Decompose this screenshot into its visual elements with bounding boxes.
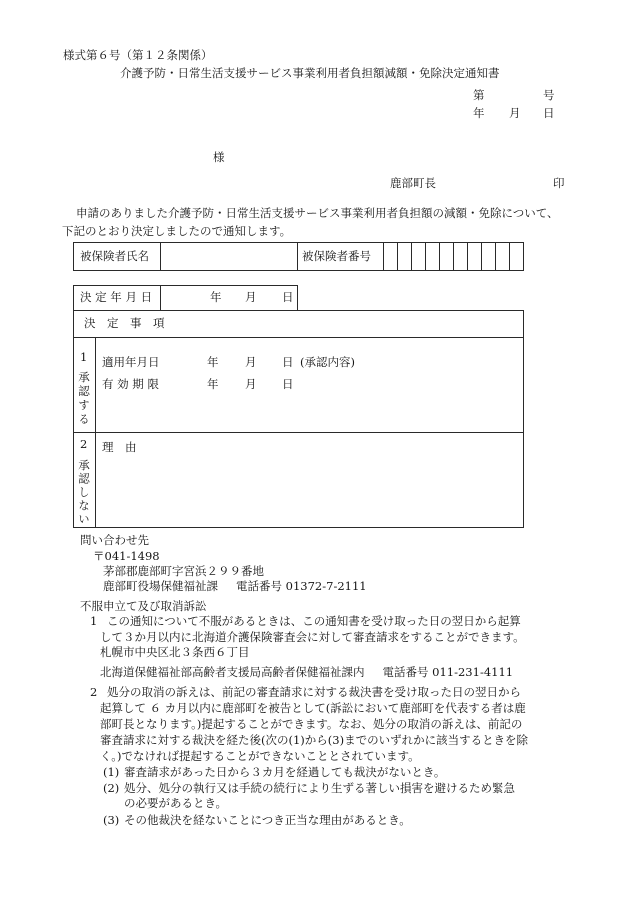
issuer-seal: 印 <box>553 176 565 190</box>
condition-line: その他裁決を経ないことにつき正当な理由があるとき。 <box>124 813 411 827</box>
contact-office-row <box>103 579 367 593</box>
condition-line: 審査請求があった日から３カ月を経過しても裁決がないとき。 <box>124 765 446 779</box>
appeal-item-line: して３か月以内に北海道介護保険審査会に対して審査請求をすることができます。 <box>100 630 525 644</box>
review-board-phone: 電話番号 011-231-4111 <box>382 665 514 679</box>
insured-number-digit-box <box>495 242 510 271</box>
contact-address: 茅部郡鹿部町字宮浜２９９番地 <box>103 564 264 578</box>
row-divider <box>73 432 524 433</box>
insured-number-digit-box <box>509 242 524 271</box>
approve-period-day: 日 <box>282 377 294 391</box>
appeal-item-line: 部町長となります。)提起することができます。なお、処分の取消の訴えは、前記の <box>100 717 523 731</box>
insured-number-digit-box <box>453 242 468 271</box>
intro-line: 申請のありました介護予防・日常生活支援サービス事業利用者負担額の減額・免除について、 <box>76 206 559 220</box>
decision-date-year: 年 <box>210 290 222 304</box>
decision-date-month: 月 <box>245 290 257 304</box>
row-divider <box>73 337 524 338</box>
condition-number: (1) <box>103 765 120 779</box>
approve-start-month: 月 <box>245 355 257 369</box>
approve-content-label: (承認内容) <box>300 355 355 369</box>
reject-number: 2 <box>80 437 88 451</box>
review-board-office-row <box>100 665 513 679</box>
appeal-item-number: 1 <box>90 614 98 628</box>
decision-items-border <box>73 310 524 528</box>
appeal-item-line: この通知について不服があるときは、この通知書を受け取った日の翌日から起算 <box>107 614 521 628</box>
condition-line: の必要があるとき。 <box>124 796 228 810</box>
approve-period-label: 有 効 期 限 <box>102 377 159 391</box>
review-board-office: 北海道保健福祉部高齢者支援局高齢者保健福祉課内 <box>100 665 365 679</box>
approve-label: 承認する <box>77 371 91 427</box>
appeal-item-number: 2 <box>90 685 98 699</box>
insured-number-digit-box <box>383 242 398 271</box>
insured-number-digit-box <box>425 242 440 271</box>
form-number: 様式第６号（第１２条関係） <box>63 48 213 62</box>
cell-divider <box>297 242 298 271</box>
reject-label: 承認しない <box>77 459 91 527</box>
approve-start-day: 日 <box>282 355 294 369</box>
issue-date-month: 月 <box>509 106 521 120</box>
doc-number-prefix: 第 <box>473 88 485 102</box>
decision-items-label: 決 定 事 項 <box>84 316 165 330</box>
decision-date-label: 決 定 年 月 日 <box>80 290 153 304</box>
insured-number-digit-box <box>411 242 426 271</box>
insured-number-digit-box <box>467 242 482 271</box>
recipient-honorific: 様 <box>213 150 225 164</box>
contact-phone: 電話番号 01372-7-2111 <box>236 579 367 593</box>
contact-postal: 〒041-1498 <box>93 549 160 563</box>
insured-number-label: 被保険者番号 <box>302 249 371 263</box>
condition-number: (2) <box>103 781 120 795</box>
approve-period-month: 月 <box>245 377 257 391</box>
issue-date-day: 日 <box>543 106 555 120</box>
approve-number: 1 <box>80 350 88 364</box>
review-board-address: 札幌市中央区北３条西６丁目 <box>100 645 250 659</box>
appeal-item-line: 起算して ６ カ月以内に鹿部町を被告として(訴訟において鹿部町を代表する者は鹿 <box>100 701 526 715</box>
reject-reason-label: 理 由 <box>102 440 137 454</box>
appeal-item-line: 処分の取消の訴えは、前記の審査請求に対する裁決書を受け取った日の翌日から <box>107 685 521 699</box>
appeal-heading: 不服申立て及び取消訴訟 <box>80 599 207 613</box>
decision-date-day: 日 <box>282 290 294 304</box>
insured-number-digit-box <box>481 242 496 271</box>
cell-divider <box>160 285 161 311</box>
insured-number-digit-box <box>397 242 412 271</box>
approve-period-year: 年 <box>207 377 219 391</box>
doc-number-suffix: 号 <box>543 88 555 102</box>
appeal-item-line: く。)でなければ提起することができないこととされています。 <box>100 749 420 763</box>
issuer-name: 鹿部町長 <box>390 176 436 190</box>
insured-name-label: 被保険者氏名 <box>80 249 149 263</box>
contact-office: 鹿部町役場保健福祉課 <box>103 579 218 593</box>
approve-start-label: 適用年月日 <box>102 355 160 369</box>
insured-number-digit-box <box>439 242 454 271</box>
insured-name-value <box>161 243 297 270</box>
intro-line: 下記のとおり決定しましたので通知します。 <box>62 224 292 238</box>
document-title: 介護予防・日常生活支援サービス事業利用者負担額減額・免除決定通知書 <box>120 66 500 80</box>
issue-date-year: 年 <box>473 106 485 120</box>
cell-divider <box>95 337 96 527</box>
approve-start-year: 年 <box>207 355 219 369</box>
appeal-item-line: 審査請求に対する裁決を経た後(次の(1)から(3)までのいずれかに該当するときを除 <box>100 733 529 747</box>
condition-line: 処分、処分の執行又は手続の続行により生ずる著しい損害を避けるため緊急 <box>124 781 515 795</box>
condition-number: (3) <box>103 813 120 827</box>
contact-heading: 問い合わせ先 <box>80 533 149 547</box>
